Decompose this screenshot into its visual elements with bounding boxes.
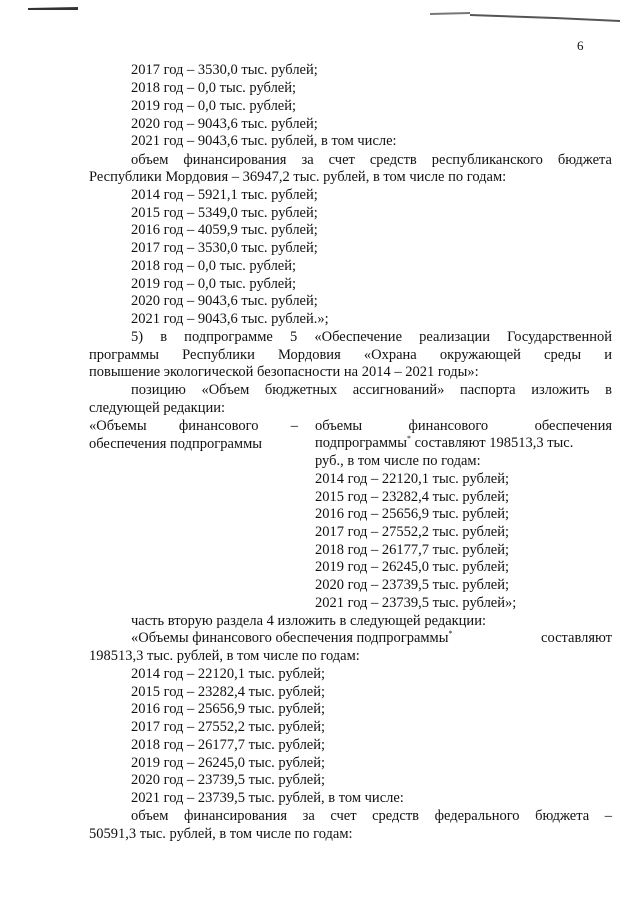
year-line: 2017 год – 3530,0 тыс. рублей; (131, 240, 318, 256)
paragraph-text (131, 630, 452, 647)
table-right-cell: объемы финансового обеспечения (315, 418, 612, 434)
paragraph-line: Республики Мордовия – 36947,2 тыс. рублей, в том числе по годам: (89, 169, 507, 185)
table-year-line: 2021 год – 23739,5 тыс. рублей»; (315, 595, 517, 611)
year-line: 2018 год – 26177,7 тыс. рублей; (131, 737, 326, 753)
year-line: 2017 год – 3530,0 тыс. рублей; (131, 62, 318, 78)
year-line: 2020 год – 9043,6 тыс. рублей; (131, 293, 318, 309)
year-line: 2020 год – 9043,6 тыс. рублей; (131, 116, 318, 132)
paragraph-line: повышение экологической безопасности на 2014 – 2021 годы»: (89, 364, 479, 380)
table-year-line: 2018 год – 26177,7 тыс. рублей; (315, 542, 510, 558)
table-right-text: составляют 198513,3 тыс. (410, 435, 574, 451)
paragraph-line: позицию «Объем бюджетных ассигнований» паспорта изложить в (131, 382, 612, 398)
footnote-mark: * (406, 434, 411, 443)
year-line: 2018 год – 0,0 тыс. рублей; (131, 80, 297, 96)
table-right-text: подпрограммы (315, 435, 407, 451)
table-year-line: 2014 год – 22120,1 тыс. рублей; (315, 471, 510, 487)
page-number: 6 (577, 38, 584, 53)
year-line: 2015 год – 5349,0 тыс. рублей; (131, 205, 318, 221)
paragraph-line (131, 630, 612, 647)
table-left-cell: «Объемы финансового – (89, 418, 298, 434)
table-left-cell: обеспечения подпрограммы (89, 436, 263, 452)
table-right-cell (315, 435, 573, 452)
paragraph-line: 5) в подпрограмме 5 «Обеспечение реализации Государственной (131, 329, 612, 345)
year-line: 2020 год – 23739,5 тыс. рублей; (131, 772, 326, 788)
table-year-line: 2019 год – 26245,0 тыс. рублей; (315, 559, 510, 575)
paragraph-line: объем финансирования за счет средств республиканского бюджета (131, 152, 612, 168)
year-line: 2021 год – 23739,5 тыс. рублей, в том числе: (131, 790, 404, 806)
table-year-line: 2016 год – 25656,9 тыс. рублей; (315, 506, 510, 522)
paragraph-line: следующей редакции: (89, 400, 226, 416)
table-year-line: 2020 год – 23739,5 тыс. рублей; (315, 577, 510, 593)
year-line: 2014 год – 5921,1 тыс. рублей; (131, 187, 318, 203)
year-line: 2019 год – 0,0 тыс. рублей; (131, 98, 297, 114)
year-line: 2019 год – 0,0 тыс. рублей; (131, 276, 297, 292)
year-line: 2017 год – 27552,2 тыс. рублей; (131, 719, 326, 735)
footnote-mark: * (448, 629, 453, 638)
paragraph-line: 50591,3 тыс. рублей, в том числе по годам: (89, 826, 353, 842)
table-year-line: 2015 год – 23282,4 тыс. рублей; (315, 489, 510, 505)
year-line: 2018 год – 0,0 тыс. рублей; (131, 258, 297, 274)
paragraph-line: часть вторую раздела 4 изложить в следующей редакции: (131, 613, 486, 629)
year-line: 2016 год – 4059,9 тыс. рублей; (131, 222, 318, 238)
table-right-cell: руб., в том числе по годам: (315, 453, 481, 469)
year-line: 2016 год – 25656,9 тыс. рублей; (131, 701, 326, 717)
year-line: 2015 год – 23282,4 тыс. рублей; (131, 684, 326, 700)
year-line: 2019 год – 26245,0 тыс. рублей; (131, 755, 326, 771)
paragraph-line: объем финансирования за счет средств федерального бюджета – (131, 808, 612, 824)
paragraph-line: 198513,3 тыс. рублей, в том числе по годам: (89, 648, 360, 664)
paragraph-line: программы Республики Мордовия «Охрана окружающей среды и (89, 347, 612, 363)
paragraph-text-part: «Объемы финансового обеспечения подпрограммы (131, 630, 449, 646)
year-line: 2014 год – 22120,1 тыс. рублей; (131, 666, 326, 682)
paragraph-text-part: составляют (541, 630, 612, 646)
year-line: 2021 год – 9043,6 тыс. рублей, в том числе: (131, 133, 397, 149)
table-year-line: 2017 год – 27552,2 тыс. рублей; (315, 524, 510, 540)
year-line: 2021 год – 9043,6 тыс. рублей.»; (131, 311, 329, 327)
scan-edge-artifact (0, 0, 640, 30)
